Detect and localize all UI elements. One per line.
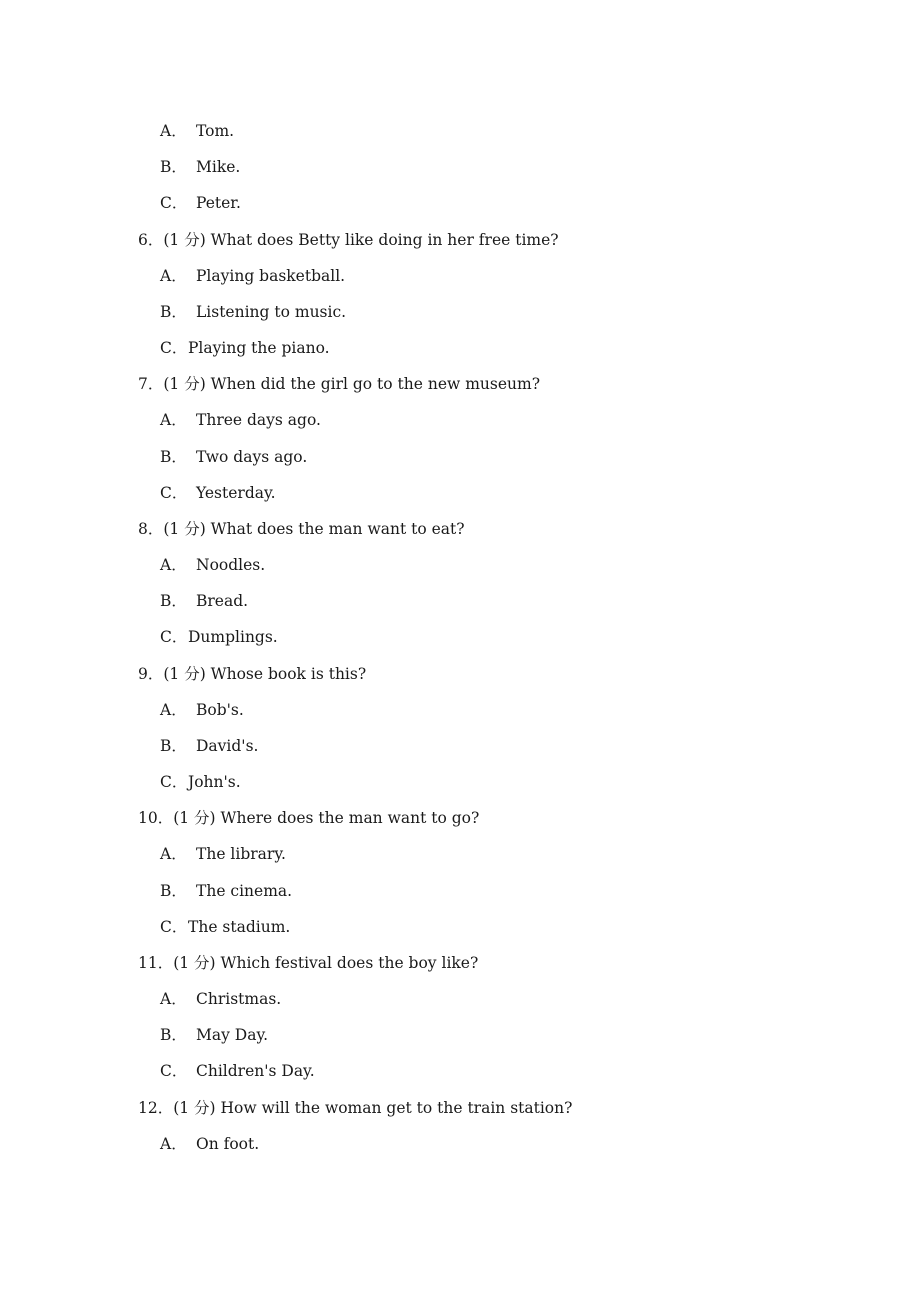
answer-option (160, 988, 281, 1010)
option-letter: A． (160, 845, 187, 864)
option-letter: A． (160, 556, 187, 575)
option-text: Yesterday. (196, 483, 276, 502)
answer-option (160, 916, 290, 938)
option-text: Listening to music. (196, 302, 347, 321)
answer-option (160, 337, 330, 359)
option-letter: C． (160, 483, 188, 502)
answer-option (160, 301, 346, 323)
option-text: Dumplings. (188, 628, 278, 647)
option-text: John's. (188, 773, 241, 792)
option-text: Tom. (196, 122, 235, 140)
option-text: Noodles. (196, 556, 266, 575)
answer-option (160, 1133, 259, 1155)
question-text: 6．(1 分) What does Betty like doing in her free time? (138, 230, 559, 249)
answer-option (160, 590, 248, 612)
option-letter: C． (160, 339, 188, 358)
option-text: On foot. (196, 1134, 260, 1153)
answer-option (160, 156, 240, 178)
option-letter: B． (160, 881, 187, 900)
option-letter: A． (160, 1134, 187, 1153)
option-text: David's. (196, 736, 259, 755)
option-letter: A． (160, 411, 187, 430)
option-text: Playing the piano. (188, 339, 330, 358)
option-text: The cinema. (196, 881, 293, 900)
option-letter: B． (160, 447, 187, 466)
option-text: Two days ago. (196, 447, 308, 466)
answer-option (160, 771, 241, 793)
answer-option (160, 482, 276, 504)
answer-option (160, 626, 278, 648)
option-text: The library. (196, 845, 286, 864)
option-text: Playing basketball. (196, 266, 346, 285)
option-letter: C． (160, 917, 188, 936)
question-text: 8．(1 分) What does the man want to eat? (138, 519, 465, 538)
answer-option (160, 409, 321, 431)
answer-option (160, 265, 345, 287)
option-text: Bob's. (196, 700, 244, 719)
question-text: 11．(1 分) Which festival does the boy like? (138, 953, 479, 972)
option-text: Mike. (196, 158, 241, 177)
option-letter: B． (160, 592, 187, 611)
answer-option (160, 699, 244, 721)
option-letter: C． (160, 1062, 188, 1081)
answer-option (160, 1060, 315, 1082)
answer-option (160, 735, 258, 757)
question-text: 9．(1 分) Whose book is this? (138, 664, 367, 683)
option-text: Christmas. (196, 990, 282, 1009)
option-text: Children's Day. (196, 1062, 315, 1081)
option-letter: A． (160, 990, 187, 1009)
option-letter: A． (160, 700, 187, 719)
answer-option (160, 446, 307, 468)
option-letter: C． (160, 194, 188, 213)
answer-option (160, 1024, 268, 1046)
option-text: May Day. (196, 1026, 269, 1045)
option-text: Peter. (196, 194, 241, 213)
answer-option (160, 120, 234, 142)
option-letter: C． (160, 628, 188, 647)
question-text: 7．(1 分) When did the girl go to the new museum? (138, 375, 541, 394)
option-text: Bread. (196, 592, 249, 611)
option-letter: B． (160, 1026, 187, 1045)
option-letter: B． (160, 736, 187, 755)
option-letter: C． (160, 773, 188, 792)
option-letter: B． (160, 158, 187, 177)
option-text: Three days ago. (196, 411, 321, 430)
option-letter: A． (160, 266, 187, 285)
option-letter: A． (160, 122, 187, 140)
answer-option (160, 192, 241, 214)
answer-option (160, 843, 286, 865)
question-text: 10．(1 分) Where does the man want to go? (138, 809, 480, 828)
answer-option (160, 554, 265, 576)
answer-option (160, 880, 292, 902)
option-text: The stadium. (188, 917, 291, 936)
option-letter: B． (160, 302, 187, 321)
question-text: 12．(1 分) How will the woman get to the train station? (138, 1098, 573, 1117)
